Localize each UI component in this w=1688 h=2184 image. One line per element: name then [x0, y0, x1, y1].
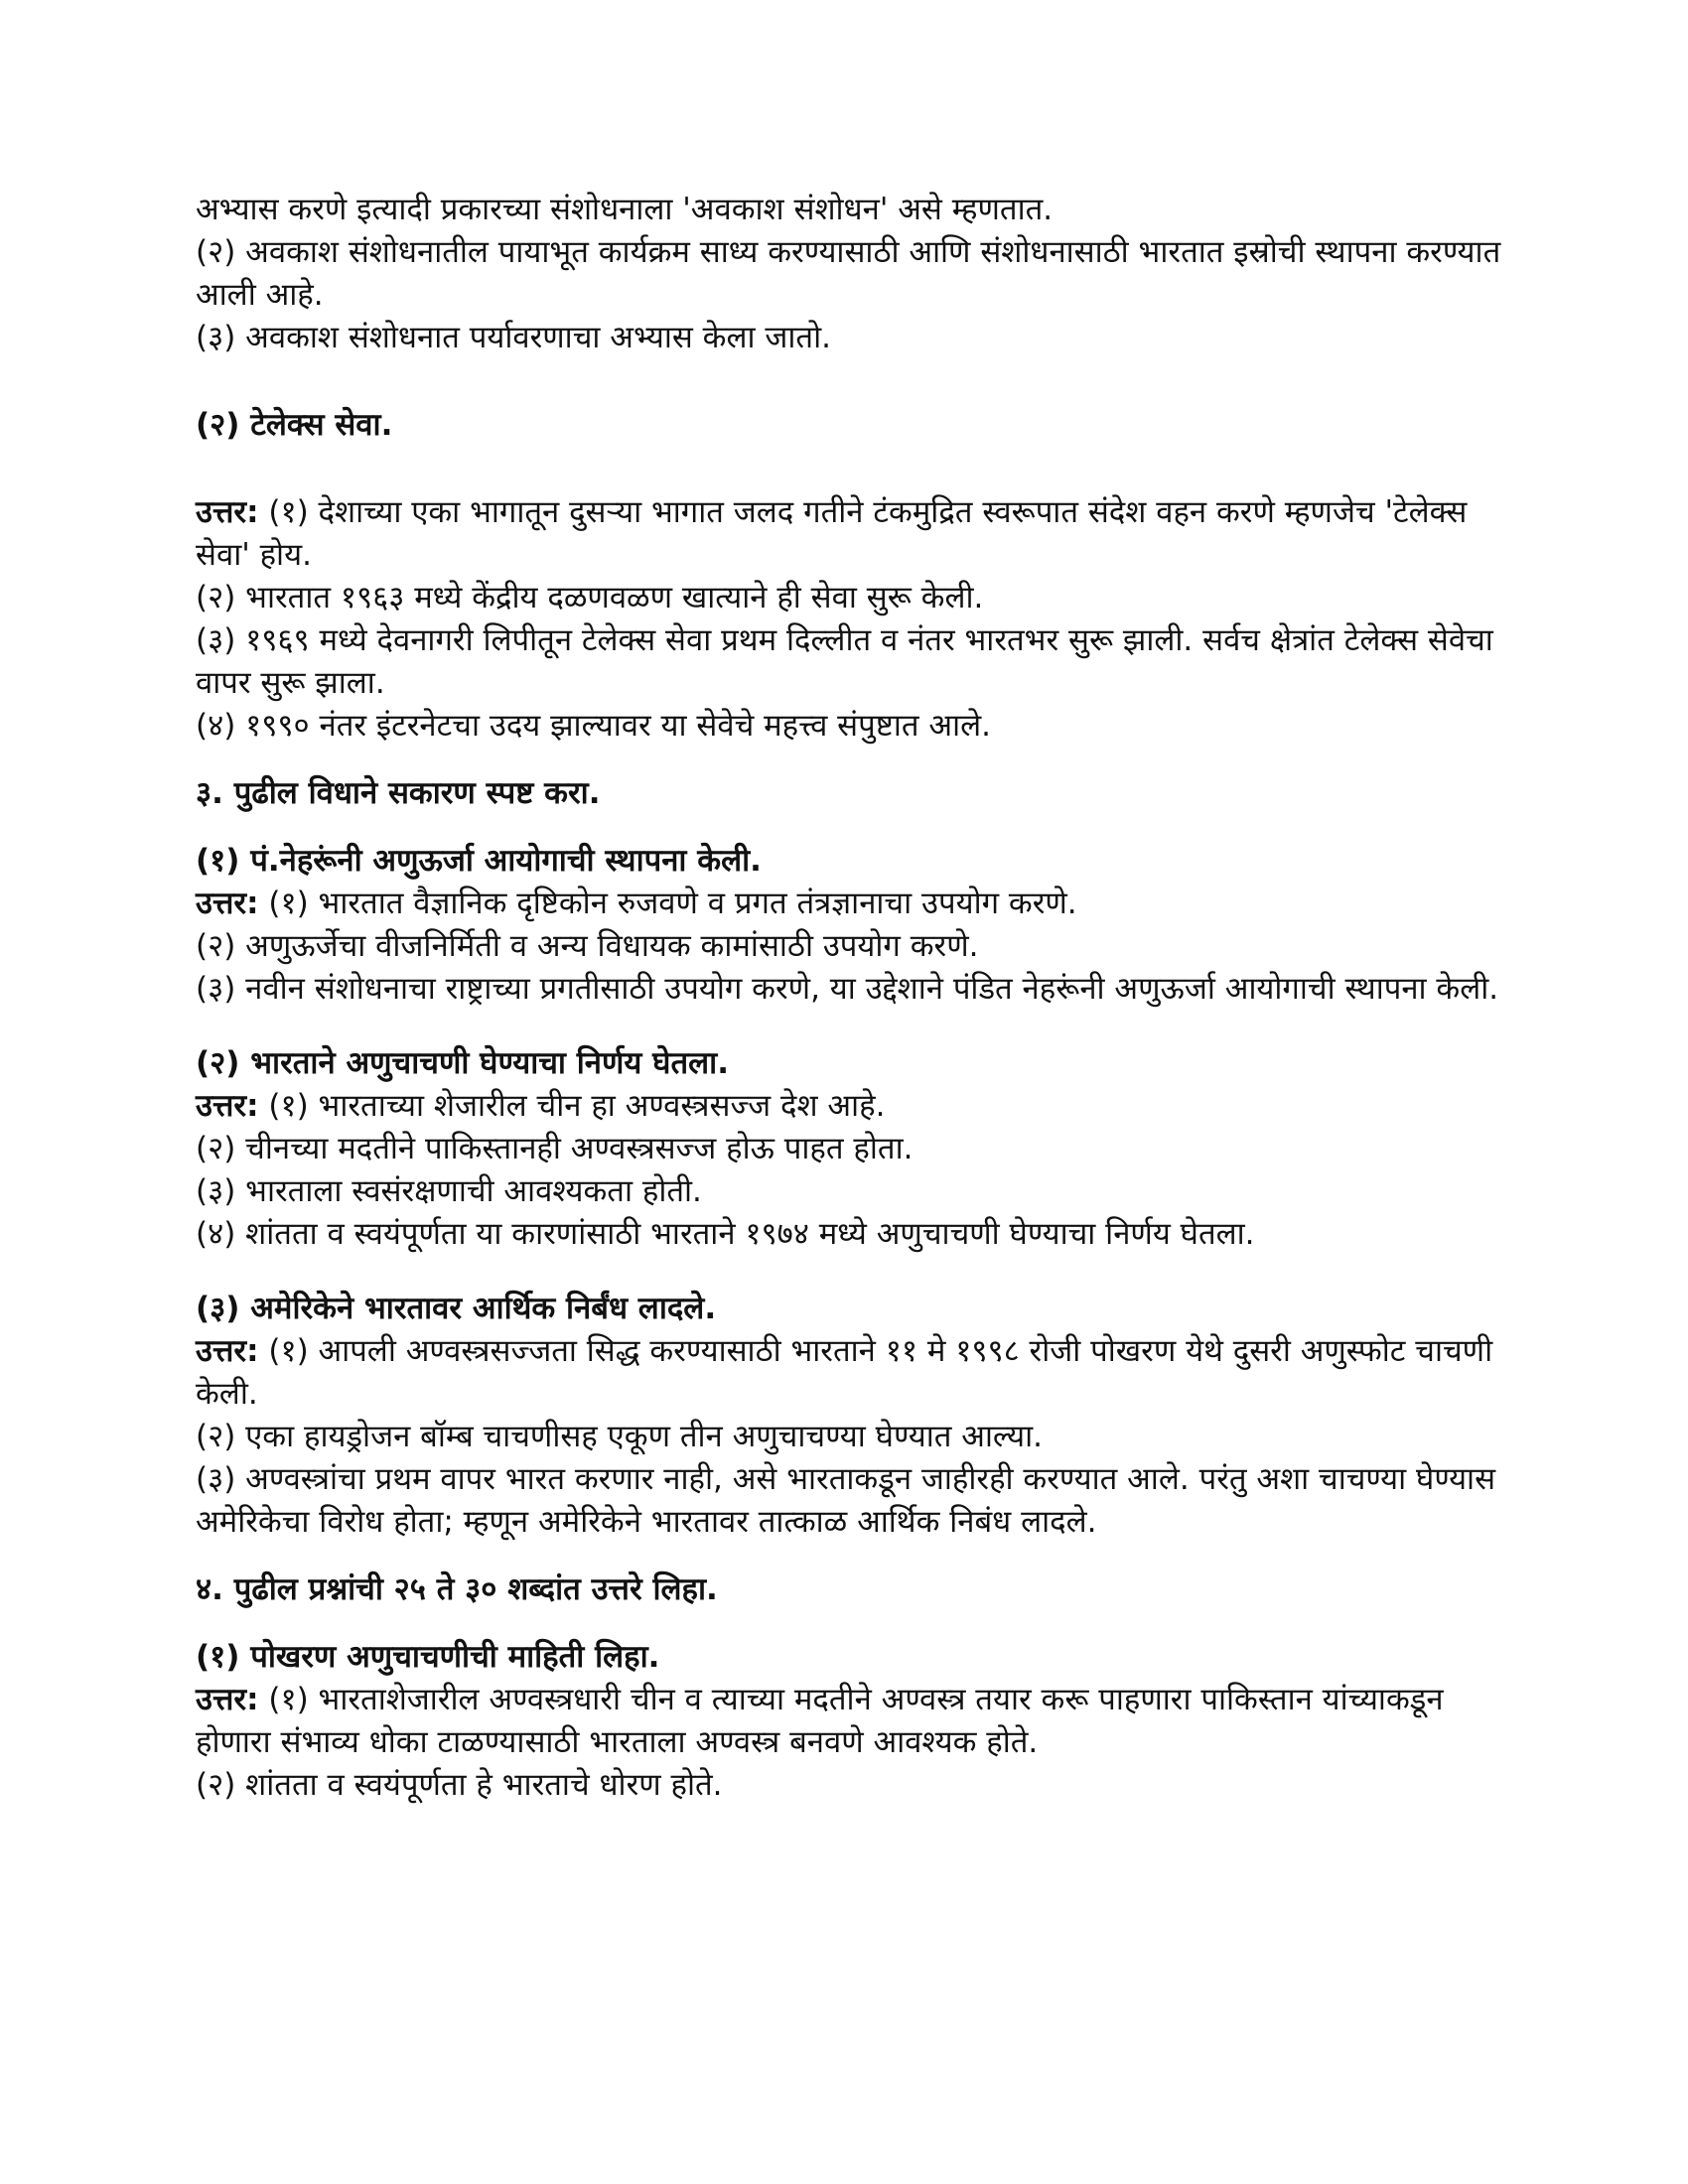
- s4-q1-answer-first: [196, 1679, 1516, 1764]
- s4-q1-heading: (१) पोखरण अणुचाचणीची माहिती लिहा.: [196, 1639, 660, 1675]
- intro-line: (२) अवकाश संशोधनातील पायाभूत कार्यक्रम साध्य करण्यासाठी आणि संशोधनासाठी भारतात इस्रोची स्थापना करण्यात आली आहे.: [196, 234, 1501, 313]
- document-page: [196, 189, 1516, 1807]
- answer-text: (१) भारतात वैज्ञानिक दृष्टिकोन रुजवणे व प्रगत तंत्रज्ञानाचा उपयोग करणे.: [268, 886, 1077, 921]
- telex-heading: (२) टेलेक्स सेवा.: [196, 407, 393, 443]
- q3-heading: (३) अमेरिकेने भारतावर आर्थिक निर्बंध लादले.: [196, 1291, 717, 1326]
- answer-label: उत्तर:: [196, 1682, 259, 1717]
- telex-answer-line: (२) भारतात १९६३ मध्ये केंद्रीय दळणवळण खात्याने ही सेवा सुरू केली.: [196, 580, 984, 615]
- answer-text: (१) आपली अण्वस्त्रसज्जता सिद्ध करण्यासाठी भारताने ११ मे १९९८ रोजी पोखरण येथे दुसरी अणुस्फोट चाचणी केली.: [196, 1333, 1493, 1412]
- q1-answer-first: [196, 883, 1516, 925]
- q3-answer-first: [196, 1330, 1516, 1416]
- section4-heading: ४. पुढील प्रश्नांची २५ ते ३० शब्दांत उत्तरे लिहा.: [196, 1571, 718, 1607]
- answer-label: उत्तर:: [196, 886, 259, 921]
- answer-label: उत्तर:: [196, 1088, 259, 1124]
- q1-heading: (१) पं.नेहरूंनी अणुऊर्जा आयोगाची स्थापना केली.: [196, 843, 762, 879]
- q3-answer-line: (३) अण्वस्त्रांचा प्रथम वापर भारत करणार नाही, असे भारताकडून जाहीरही करण्यात आले. परंतु अशा चाचण्या घेण्यास अमेरिकेचा विरोध होता; म्हणून अमेरिकेने भारतावर तात्काळ आर्थिक निबंध लादले.: [196, 1461, 1496, 1540]
- answer-text: (१) देशाच्या एका भागातून दुसऱ्या भागात जलद गतीने टंकमुद्रित स्वरूपात संदेश वहन करणे म्हणजेच 'टेलेक्स सेवा' होय.: [196, 494, 1468, 573]
- answer-text: (१) भारताशेजारील अण्वस्त्रधारी चीन व त्याच्या मदतीने अण्वस्त्र तयार करू पाहणारा पाकिस्तान यांच्याकडून होणारा संभाव्य धोका टाळण्यासाठी भारताला अण्वस्त्र बनवणे आवश्यक होते.: [196, 1682, 1444, 1760]
- telex-answer-line: (३) १९६९ मध्ये देवनागरी लिपीतून टेलेक्स सेवा प्रथम दिल्लीत व नंतर भारतभर सुरू झाली. सर्वच क्षेत्रांत टेलेक्स सेवेचा वापर सुरू झाला.: [196, 622, 1493, 701]
- telex-answer-first: [196, 491, 1516, 577]
- q1-answer-line: (२) अणुऊर्जेचा वीजनिर्मिती व अन्य विधायक कामांसाठी उपयोग करणे.: [196, 928, 979, 964]
- answer-text: (१) भारताच्या शेजारील चीन हा अण्वस्त्रसज्ज देश आहे.: [268, 1088, 886, 1124]
- q3-answer-line: (२) एका हायड्रोजन बॉम्ब चाचणीसह एकूण तीन अणुचाचण्या घेण्यात आल्या.: [196, 1419, 1043, 1454]
- q2-heading: (२) भारताने अणुचाचणी घेण्याचा निर्णय घेतला.: [196, 1045, 729, 1081]
- answer-label: उत्तर:: [196, 494, 259, 530]
- s4-q1-answer-line: (२) शांतता व स्वयंपूर्णता हे भारताचे धोरण होते.: [196, 1767, 723, 1803]
- q2-answer-first: [196, 1085, 1516, 1128]
- q1-answer-line: (३) नवीन संशोधनाचा राष्ट्राच्या प्रगतीसाठी उपयोग करणे, या उद्देशाने पंडित नेहरूंनी अणुऊर्जा आयोगाची स्थापना केली.: [196, 971, 1499, 1007]
- intro-line: (३) अवकाश संशोधनात पर्यावरणाचा अभ्यास केला जातो.: [196, 320, 831, 355]
- q2-answer-line: (३) भारताला स्वसंरक्षणाची आवश्यकता होती.: [196, 1173, 702, 1209]
- answer-label: उत्तर:: [196, 1333, 259, 1369]
- intro-line: अभ्यास करणे इत्यादी प्रकारच्या संशोधनाला 'अवकाश संशोधन' असे म्हणतात.: [196, 192, 1054, 227]
- q2-answer-line: (४) शांतता व स्वयंपूर्णता या कारणांसाठी भारताने १९७४ मध्ये अणुचाचणी घेण्याचा निर्णय घेतला.: [196, 1216, 1255, 1252]
- telex-answer-line: (४) १९९० नंतर इंटरनेटचा उदय झाल्यावर या सेवेचे महत्त्व संपुष्टात आले.: [196, 708, 991, 744]
- section3-heading: ३. पुढील विधाने सकारण स्पष्ट करा.: [196, 775, 601, 811]
- q2-answer-line: (२) चीनच्या मदतीने पाकिस्तानही अण्वस्त्रसज्ज होऊ पाहत होता.: [196, 1131, 914, 1166]
